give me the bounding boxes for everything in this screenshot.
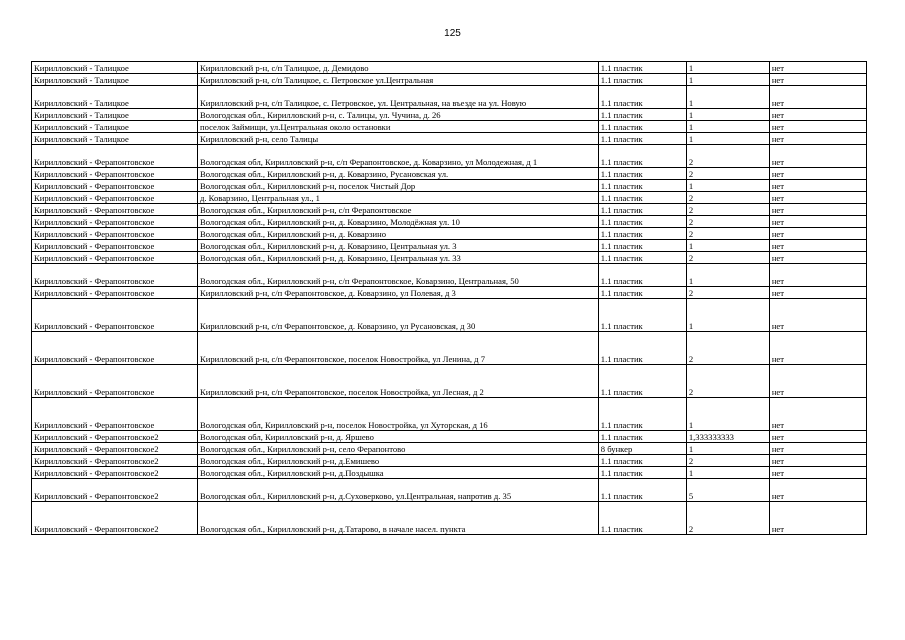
quantity-cell: 1 (686, 180, 769, 192)
container-type-cell: 1.1 пластик (598, 240, 686, 252)
direction-cell: Кирилловский - Талицкое (32, 62, 198, 74)
direction-cell: Кирилловский - Талицкое (32, 109, 198, 121)
direction-cell: Кирилловский - Ферапонтовское (32, 287, 198, 299)
container-type-cell: 8 бункер (598, 443, 686, 455)
quantity-cell: 2 (686, 204, 769, 216)
direction-cell: Кирилловский - Ферапонтовское (32, 332, 198, 365)
direction-cell: Кирилловский - Ферапонтовское (32, 240, 198, 252)
direction-cell: Кирилловский - Ферапонтовское2 (32, 467, 198, 479)
container-type-cell: 1.1 пластик (598, 398, 686, 431)
quantity-cell: 2 (686, 332, 769, 365)
flag-cell: нет (769, 168, 866, 180)
table-row (32, 180, 867, 192)
quantity-cell: 1 (686, 133, 769, 145)
address-cell: Вологодская обл, Кирилловский р-н, д. Яршево (197, 431, 598, 443)
flag-cell: нет (769, 133, 866, 145)
container-type-cell: 1.1 пластик (598, 332, 686, 365)
address-cell: Вологодская обл., Кирилловский р-н, с. Талицы, ул. Чучина, д. 26 (197, 109, 598, 121)
address-cell: поселок Займищи, ул.Центральная около остановки (197, 121, 598, 133)
quantity-cell: 1 (686, 121, 769, 133)
table-row (32, 62, 867, 74)
quantity-cell: 1 (686, 109, 769, 121)
container-type-cell: 1.1 пластик (598, 133, 686, 145)
flag-cell: нет (769, 252, 866, 264)
flag-cell: нет (769, 431, 866, 443)
address-cell: Кирилловский р-н, с/п Ферапонтовское, поселок Новостройка, ул Ленина, д 7 (197, 332, 598, 365)
table-row (32, 467, 867, 479)
flag-cell: нет (769, 240, 866, 252)
address-cell: Кирилловский р-н, село Талицы (197, 133, 598, 145)
direction-cell: Кирилловский - Ферапонтовское (32, 145, 198, 168)
quantity-cell: 2 (686, 216, 769, 228)
table-row (32, 109, 867, 121)
table-row (32, 133, 867, 145)
address-cell: Вологодская обл., Кирилловский р-н, д. Коварзино, Центральная ул. 33 (197, 252, 598, 264)
address-cell: Кирилловский р-н, с/п Талицкое, с. Петровское ул.Центральная (197, 74, 598, 86)
table-row (32, 455, 867, 467)
address-cell: Вологодская обл., Кирилловский р-н, поселок Чистый Дор (197, 180, 598, 192)
container-sites-table (31, 61, 867, 535)
container-type-cell: 1.1 пластик (598, 168, 686, 180)
quantity-cell: 1 (686, 398, 769, 431)
flag-cell: нет (769, 74, 866, 86)
flag-cell: нет (769, 443, 866, 455)
address-cell: Вологодская обл., Кирилловский р-н, д. Коварзино, Центральная ул. 3 (197, 240, 598, 252)
container-type-cell: 1.1 пластик (598, 74, 686, 86)
quantity-cell: 2 (686, 228, 769, 240)
container-type-cell: 1.1 пластик (598, 264, 686, 287)
flag-cell: нет (769, 180, 866, 192)
table-row (32, 332, 867, 365)
table-row (32, 431, 867, 443)
address-cell: Вологодская обл., Кирилловский р-н, село Ферапонтово (197, 443, 598, 455)
flag-cell: нет (769, 216, 866, 228)
table-row (32, 168, 867, 180)
flag-cell: нет (769, 299, 866, 332)
flag-cell: нет (769, 365, 866, 398)
direction-cell: Кирилловский - Ферапонтовское2 (32, 479, 198, 502)
quantity-cell: 2 (686, 145, 769, 168)
direction-cell: Кирилловский - Талицкое (32, 121, 198, 133)
direction-cell: Кирилловский - Ферапонтовское (32, 264, 198, 287)
flag-cell: нет (769, 264, 866, 287)
quantity-cell: 1 (686, 62, 769, 74)
container-type-cell: 1.1 пластик (598, 467, 686, 479)
table-row (32, 365, 867, 398)
table-row (32, 204, 867, 216)
direction-cell: Кирилловский - Ферапонтовское (32, 228, 198, 240)
table-row (32, 398, 867, 431)
quantity-cell: 1 (686, 240, 769, 252)
address-cell: Кирилловский р-н, с/п Ферапонтовское, д. Коварзино, ул Русановская, д 30 (197, 299, 598, 332)
direction-cell: Кирилловский - Ферапонтовское (32, 192, 198, 204)
container-type-cell: 1.1 пластик (598, 365, 686, 398)
flag-cell: нет (769, 62, 866, 74)
container-type-cell: 1.1 пластик (598, 86, 686, 109)
table-row (32, 443, 867, 455)
table-row (32, 216, 867, 228)
table-row (32, 252, 867, 264)
address-cell: Кирилловский р-н, с/п Талицкое, д. Демидово (197, 62, 598, 74)
flag-cell: нет (769, 467, 866, 479)
container-type-cell: 1.1 пластик (598, 228, 686, 240)
quantity-cell: 2 (686, 455, 769, 467)
table-row (32, 121, 867, 133)
direction-cell: Кирилловский - Талицкое (32, 133, 198, 145)
container-type-cell: 1.1 пластик (598, 299, 686, 332)
container-type-cell: 1.1 пластик (598, 121, 686, 133)
address-cell: Кирилловский р-н, с/п Талицкое, с. Петровское, ул. Центральная, на въезде на ул. Новую (197, 86, 598, 109)
flag-cell: нет (769, 455, 866, 467)
container-type-cell: 1.1 пластик (598, 431, 686, 443)
address-cell: Вологодская обл., Кирилловский р-н, д. Коварзино, Русановская ул. (197, 168, 598, 180)
address-cell: Кирилловский р-н, с/п Ферапонтовское, поселок Новостройка, ул Лесная, д 2 (197, 365, 598, 398)
direction-cell: Кирилловский - Ферапонтовское (32, 204, 198, 216)
flag-cell: нет (769, 287, 866, 299)
quantity-cell: 1 (686, 264, 769, 287)
quantity-cell: 2 (686, 168, 769, 180)
address-cell: Вологодская обл., Кирилловский р-н, д.Поздышка (197, 467, 598, 479)
direction-cell: Кирилловский - Ферапонтовское (32, 216, 198, 228)
table-row (32, 74, 867, 86)
container-type-cell: 1.1 пластик (598, 455, 686, 467)
quantity-cell: 1 (686, 467, 769, 479)
table-row (32, 145, 867, 168)
container-type-cell: 1.1 пластик (598, 145, 686, 168)
address-cell: Вологодская обл, Кирилловский р-н, поселок Новостройка, ул Хуторская, д 16 (197, 398, 598, 431)
container-type-cell: 1.1 пластик (598, 216, 686, 228)
quantity-cell: 1 (686, 443, 769, 455)
container-type-cell: 1.1 пластик (598, 479, 686, 502)
quantity-cell: 2 (686, 192, 769, 204)
table-row (32, 228, 867, 240)
quantity-cell: 2 (686, 502, 769, 535)
flag-cell: нет (769, 86, 866, 109)
direction-cell: Кирилловский - Ферапонтовское (32, 398, 198, 431)
flag-cell: нет (769, 192, 866, 204)
quantity-cell: 2 (686, 287, 769, 299)
flag-cell: нет (769, 398, 866, 431)
direction-cell: Кирилловский - Ферапонтовское (32, 180, 198, 192)
direction-cell: Кирилловский - Ферапонтовское (32, 299, 198, 332)
direction-cell: Кирилловский - Ферапонтовское2 (32, 455, 198, 467)
container-type-cell: 1.1 пластик (598, 287, 686, 299)
table-row (32, 299, 867, 332)
container-type-cell: 1.1 пластик (598, 502, 686, 535)
page-number: 125 (444, 28, 461, 39)
direction-cell: Кирилловский - Ферапонтовское2 (32, 502, 198, 535)
flag-cell: нет (769, 228, 866, 240)
quantity-cell: 1 (686, 74, 769, 86)
address-cell: Кирилловский р-н, с/п Ферапонтовское, д. Коварзино, ул Полевая, д 3 (197, 287, 598, 299)
container-type-cell: 1.1 пластик (598, 192, 686, 204)
quantity-cell: 2 (686, 365, 769, 398)
address-cell: Вологодская обл., Кирилловский р-н, д.Емишево (197, 455, 598, 467)
address-cell: Вологодская обл., Кирилловский р-н, д.Татарово, в начале насел. пункта (197, 502, 598, 535)
flag-cell: нет (769, 121, 866, 133)
direction-cell: Кирилловский - Талицкое (32, 74, 198, 86)
address-cell: Вологодская обл., Кирилловский р-н, д.Суховерково, ул.Центральная, напротив д. 35 (197, 479, 598, 502)
address-cell: Вологодская обл., Кирилловский р-н, д. Коварзино, Молодёжная ул. 10 (197, 216, 598, 228)
table-row (32, 240, 867, 252)
container-type-cell: 1.1 пластик (598, 204, 686, 216)
address-cell: д. Коварзино, Центральная ул., 1 (197, 192, 598, 204)
address-cell: Вологодская обл, Кирилловский р-н, с/п Ферапонтовское, д. Коварзино, ул Молодежная, д 1 (197, 145, 598, 168)
address-cell: Вологодская обл., Кирилловский р-н, д. Коварзино (197, 228, 598, 240)
address-cell: Вологодская обл., Кирилловский р-н, с/п Ферапонтовское, Коварзино, Центральная, 50 (197, 264, 598, 287)
table-row (32, 264, 867, 287)
flag-cell: нет (769, 479, 866, 502)
flag-cell: нет (769, 332, 866, 365)
quantity-cell: 2 (686, 252, 769, 264)
table-row (32, 86, 867, 109)
quantity-cell: 1,333333333 (686, 431, 769, 443)
container-type-cell: 1.1 пластик (598, 62, 686, 74)
direction-cell: Кирилловский - Ферапонтовское (32, 168, 198, 180)
container-type-cell: 1.1 пластик (598, 252, 686, 264)
table-row (32, 287, 867, 299)
quantity-cell: 1 (686, 299, 769, 332)
direction-cell: Кирилловский - Ферапонтовское (32, 365, 198, 398)
direction-cell: Кирилловский - Ферапонтовское2 (32, 443, 198, 455)
flag-cell: нет (769, 109, 866, 121)
direction-cell: Кирилловский - Талицкое (32, 86, 198, 109)
container-type-cell: 1.1 пластик (598, 109, 686, 121)
quantity-cell: 5 (686, 479, 769, 502)
container-type-cell: 1.1 пластик (598, 180, 686, 192)
address-cell: Вологодская обл., Кирилловский р-н, с/п Ферапонтовское (197, 204, 598, 216)
flag-cell: нет (769, 145, 866, 168)
table-row (32, 479, 867, 502)
quantity-cell: 1 (686, 86, 769, 109)
direction-cell: Кирилловский - Ферапонтовское2 (32, 431, 198, 443)
flag-cell: нет (769, 502, 866, 535)
table-row (32, 502, 867, 535)
table-row (32, 192, 867, 204)
direction-cell: Кирилловский - Ферапонтовское (32, 252, 198, 264)
flag-cell: нет (769, 204, 866, 216)
